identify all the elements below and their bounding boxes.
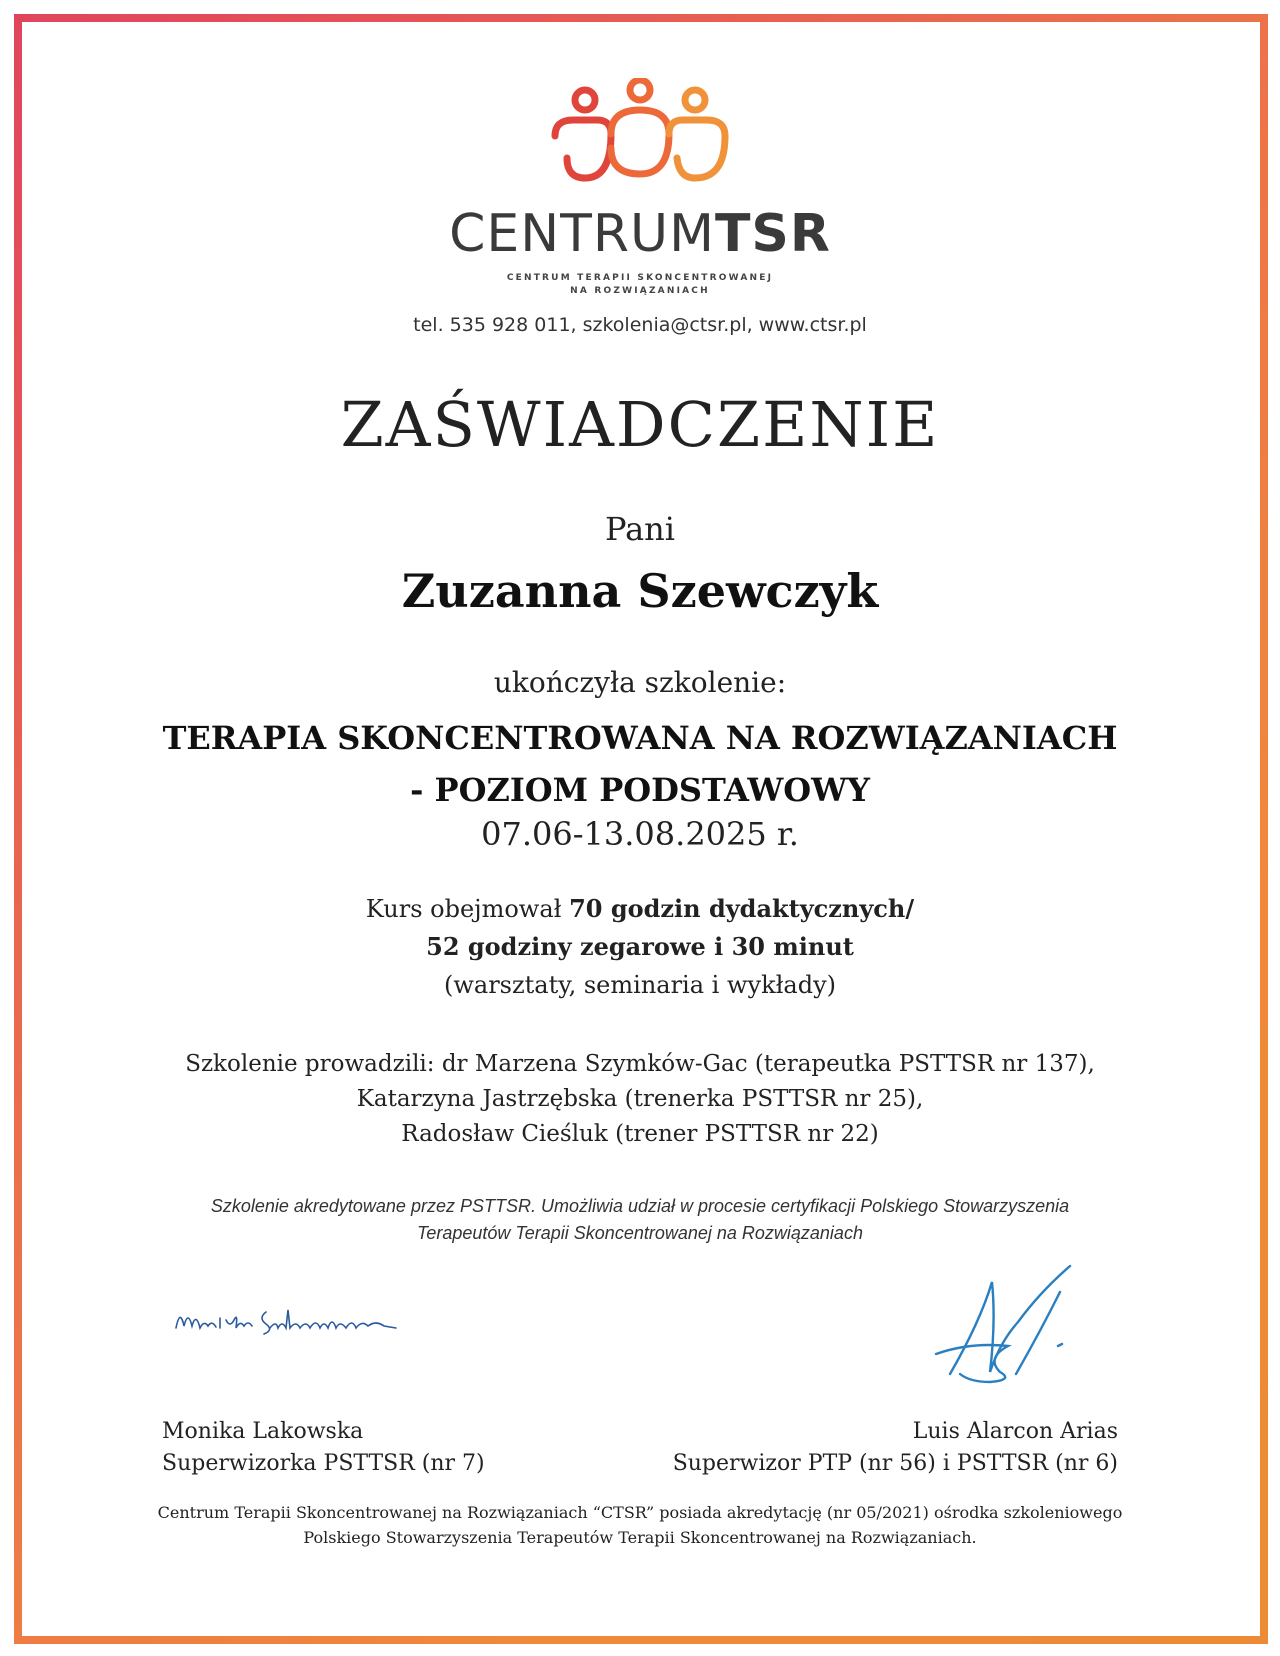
recipient-name: Zuzanna Szewczyk — [401, 564, 879, 618]
accreditation-note — [0, 1193, 1280, 1247]
signer-left-name: Monika Lakowska — [162, 1419, 364, 1444]
signature-right-image — [930, 1262, 1100, 1387]
certificate-title: ZAŚWIADCZENIE — [340, 388, 940, 461]
course-name — [0, 712, 1280, 816]
signer-left — [162, 1416, 485, 1480]
signer-left-role: Superwizorka PSTTSR (nr 7) — [162, 1451, 485, 1476]
three-people-icon — [545, 78, 735, 190]
brand-subtitle-line2: NA ROZWIĄZANIACH — [570, 286, 710, 296]
salutation: Pani — [604, 510, 675, 548]
hours-forms: (warsztaty, seminaria i wykłady) — [443, 971, 836, 999]
hours-didactic: 70 godzin dydaktycznych/ — [569, 894, 915, 923]
course-name-line1: TERAPIA SKONCENTROWANA NA ROZWIĄZANIACH — [162, 719, 1118, 757]
signature-left-image — [170, 1290, 410, 1350]
brand-name-light: CENTRUM — [449, 204, 715, 264]
accreditation-line1: Szkolenie akredytowane przez PSTTSR. Umożliwia udział w procesie certyfikacji Polskiego Stowarzyszenia — [210, 1196, 1070, 1216]
contact-info: tel. 535 928 011, szkolenia@ctsr.pl, www.ctsr.pl — [413, 314, 867, 336]
course-dates: 07.06-13.08.2025 r. — [481, 815, 799, 853]
signer-right-name: Luis Alarcon Arias — [912, 1419, 1118, 1444]
hours-prefix: Kurs obejmował — [365, 895, 570, 923]
instructors-line1: Szkolenie prowadzili: dr Marzena Szymków-Gac (terapeutka PSTTSR nr 137), — [185, 1051, 1095, 1077]
course-hours — [0, 890, 1280, 1004]
brand-name-bold: TSR — [714, 204, 831, 264]
instructors-line3: Radosław Cieśluk (trener PSTTSR nr 22) — [401, 1121, 879, 1147]
completed-text: ukończyła szkolenie: — [493, 666, 787, 699]
brand-name — [0, 204, 1280, 264]
brand-subtitle — [0, 272, 1280, 298]
hours-clock: 52 godziny zegarowe i 30 minut — [426, 932, 854, 961]
signer-right — [673, 1416, 1118, 1480]
course-name-line2: - POZIOM PODSTAWOWY — [410, 771, 870, 809]
brand-subtitle-line1: CENTRUM TERAPII SKONCENTROWANEJ — [506, 273, 774, 283]
signer-right-role: Superwizor PTP (nr 56) i PSTTSR (nr 6) — [672, 1451, 1118, 1476]
footer-line1: Centrum Terapii Skoncentrowanej na Rozwiązaniach “CTSR” posiada akredytację (nr 05/2021) ośrodka szkoleniowego — [157, 1503, 1123, 1522]
instructors-line2: Katarzyna Jastrzębska (trenerka PSTTSR nr 25), — [356, 1086, 924, 1112]
instructors — [0, 1047, 1280, 1152]
accreditation-line2: Terapeutów Terapii Skoncentrowanej na Rozwiązaniach — [417, 1223, 863, 1243]
footer-line2: Polskiego Stowarzyszenia Terapeutów Terapii Skoncentrowanej na Rozwiązaniach. — [303, 1528, 977, 1547]
footer-note — [0, 1500, 1280, 1550]
